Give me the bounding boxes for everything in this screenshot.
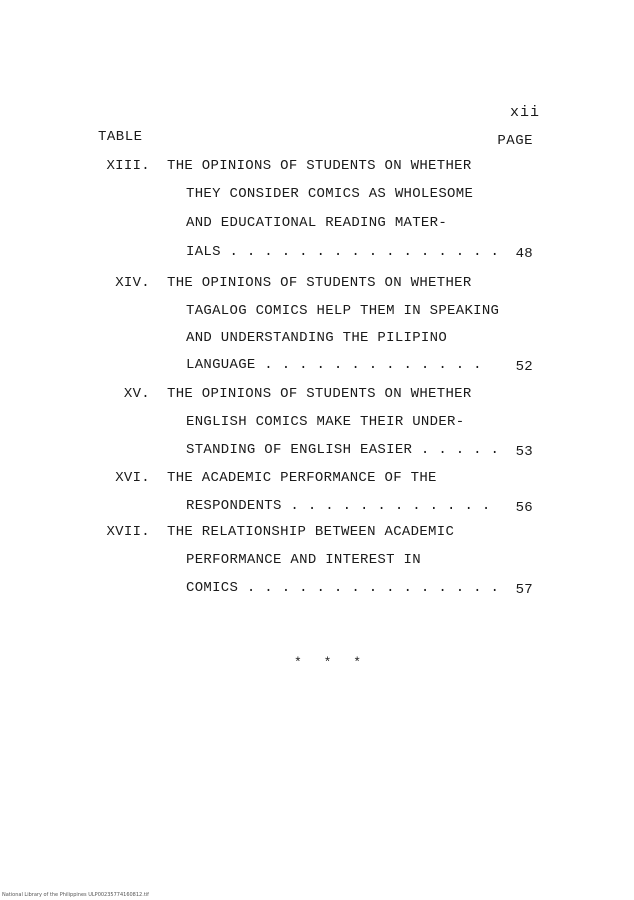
- entry-title-line: TAGALOG COMICS HELP THEM IN SPEAKING: [186, 303, 500, 319]
- entry-title-line: THEY CONSIDER COMICS AS WHOLESOME: [186, 186, 474, 202]
- scan-footer: National Library of the Philippines ULP00235774160812.tif: [2, 892, 149, 898]
- table-numeral: XVII.: [106, 524, 150, 540]
- entry-title-line: COMICS . . . . . . . . . . . . . . .: [186, 580, 500, 596]
- entry-title-line: AND EDUCATIONAL READING MATER-: [186, 215, 448, 231]
- closing-asterisks: * * *: [294, 655, 369, 670]
- entry-title-line: PERFORMANCE AND INTEREST IN: [186, 552, 421, 568]
- entry-page-number: 52: [515, 359, 533, 375]
- entry-title-line: THE ACADEMIC PERFORMANCE OF THE: [167, 470, 437, 486]
- entry-page-number: 57: [515, 582, 533, 598]
- entry-page-number: 56: [515, 500, 533, 516]
- entry-title-line: IALS . . . . . . . . . . . . . . . .: [186, 244, 500, 260]
- entry-page-number: 53: [515, 444, 533, 460]
- entry-title-line: THE OPINIONS OF STUDENTS ON WHETHER: [167, 275, 472, 291]
- entry-page-number: 48: [515, 246, 533, 262]
- table-column-header: TABLE: [98, 129, 143, 145]
- entry-title-line: THE OPINIONS OF STUDENTS ON WHETHER: [167, 158, 472, 174]
- entry-title-line: RESPONDENTS . . . . . . . . . . . .: [186, 498, 491, 514]
- entry-title-line: STANDING OF ENGLISH EASIER . . . . .: [186, 442, 500, 458]
- entry-title-line: THE OPINIONS OF STUDENTS ON WHETHER: [167, 386, 472, 402]
- entry-title-line: LANGUAGE . . . . . . . . . . . . .: [186, 357, 482, 373]
- table-numeral: XV.: [123, 386, 150, 402]
- table-numeral: XIII.: [106, 158, 150, 174]
- page-number: xii: [509, 104, 540, 121]
- page-column-header: PAGE: [497, 133, 533, 149]
- table-numeral: XVI.: [115, 470, 150, 486]
- entry-title-line: AND UNDERSTANDING THE PILIPINO: [186, 330, 448, 346]
- table-numeral: XIV.: [115, 275, 150, 291]
- entry-title-line: THE RELATIONSHIP BETWEEN ACADEMIC: [167, 524, 455, 540]
- entry-title-line: ENGLISH COMICS MAKE THEIR UNDER-: [186, 414, 465, 430]
